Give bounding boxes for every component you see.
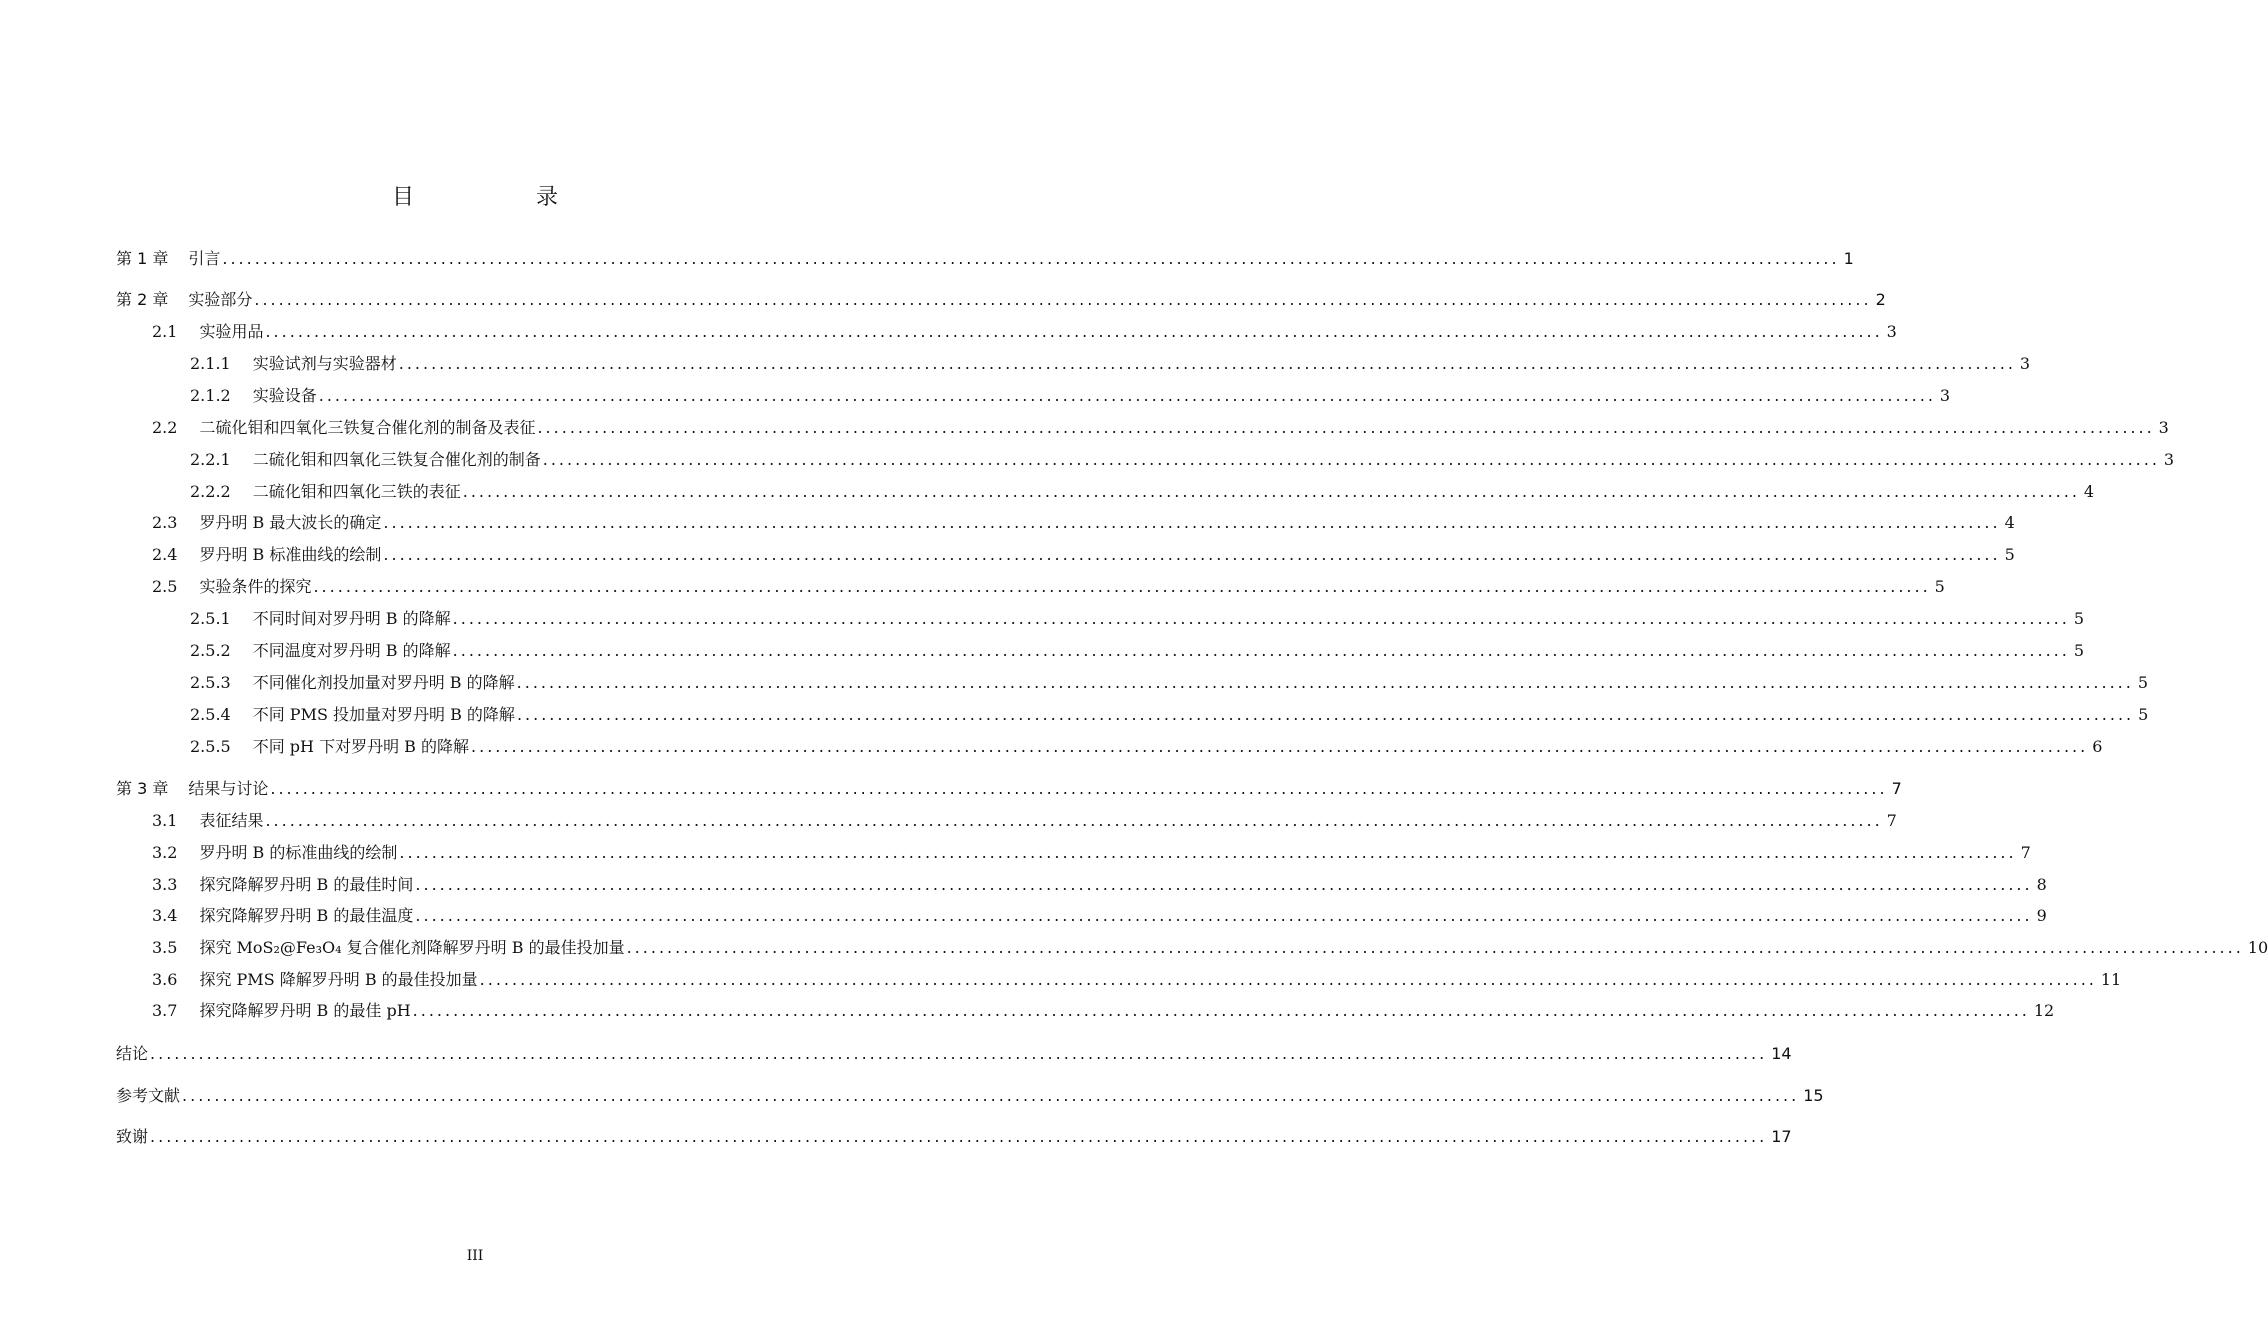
dot-leader: ........................................................................................................................................................................................................ [318,386,1936,405]
toc-entry-number: 2.5.2 [190,641,231,660]
dot-leader: ........................................................................................................................................................................................................ [399,843,2017,862]
toc-entry-number: 2.2 [152,418,178,437]
dot-leader: ........................................................................................................................................................................................................ [383,513,2001,532]
toc-entry-page: 2 [1875,290,1886,309]
toc-entry-number: 3.4 [152,906,178,925]
toc-entry-title: 实验试剂与实验器材 [252,354,397,373]
dot-leader: ........................................................................................................................................................................................................ [265,811,1883,830]
toc-entry-page: 7 [1891,779,1902,798]
page-title: 目 录 [391,185,608,210]
toc-entry-number: 第 3 章 [116,779,169,798]
toc-entry-title: 罗丹明 B 的标准曲线的绘制 [199,843,398,862]
toc-entry-page: 5 [2073,641,2085,660]
toc-entry-number: 2.1.2 [190,386,231,405]
toc-entry-page: 7 [1886,811,1897,830]
toc-entry-title: 二硫化钼和四氧化三铁复合催化剂的制备及表征 [199,418,536,437]
dot-leader: ........................................................................................................................................................................................................ [412,1001,2030,1020]
toc-entry-page: 17 [1771,1127,1792,1146]
toc-entry-page: 11 [2100,970,2122,989]
toc-entry-page: 8 [2036,875,2047,894]
dot-leader: ........................................................................................................................................................................................................ [626,938,2244,957]
toc-entry-page: 3 [2158,418,2169,437]
toc-entry-number: 第 1 章 [116,249,169,268]
toc-entry-title: 结果与讨论 [188,779,269,798]
toc-entry-title: 探究 PMS 降解罗丹明 B 的最佳投加量 [199,970,478,989]
toc-entry-page: 6 [2092,737,2103,756]
toc-entry-title: 不同 pH 下对罗丹明 B 的降解 [252,737,470,756]
toc-entry-number: 2.5.5 [190,737,231,756]
toc-entry-page: 9 [2036,906,2047,925]
toc-entry-title: 探究降解罗丹明 B 的最佳 pH [199,1001,411,1020]
dot-leader: ........................................................................................................................................................................................................ [398,354,2016,373]
toc-entry[interactable] [152,544,2015,566]
toc-entry-page: 3 [1939,386,1951,405]
toc-entry-page: 3 [2163,450,2175,469]
toc-entry-page: 4 [2004,513,2015,532]
toc-entry-title: 实验设备 [252,386,317,405]
toc-entry-page: 5 [2137,673,2149,692]
toc-entry-page: 5 [1934,577,1945,596]
toc-entry-title: 不同温度对罗丹明 B 的降解 [252,641,451,660]
toc-entry-page: 5 [2073,609,2085,628]
toc-entry-title: 实验部分 [188,290,253,309]
toc-entry[interactable] [190,640,2085,662]
toc-entry-title: 致谢 [116,1127,149,1146]
toc-entry-number: 2.1 [152,322,178,341]
toc-entry-number: 第 2 章 [116,290,169,309]
toc-entry-page: 14 [1771,1044,1792,1063]
toc-entry-title: 探究 MoS₂@Fe₃O₄ 复合催化剂降解罗丹明 B 的最佳投加量 [199,938,625,957]
toc-entry-page: 1 [1843,249,1854,268]
toc-entry[interactable] [152,576,1945,598]
dot-leader: ........................................................................................................................................................................................................ [542,450,2160,469]
dot-leader: ........................................................................................................................................................................................................ [415,875,2033,894]
toc-entry-number: 2.5.4 [190,705,231,724]
toc-entry-number: 2.5.3 [190,673,231,692]
toc-entry-page: 12 [2033,1001,2055,1020]
dot-leader: ........................................................................................................................................................................................................ [516,705,2135,724]
toc-entry[interactable] [152,512,2015,534]
toc-entry-number: 2.3 [152,513,178,532]
dot-leader: ........................................................................................................................................................................................................ [415,906,2033,925]
toc-entry-number: 3.3 [152,875,178,894]
dot-leader: ........................................................................................................................................................................................................ [182,1086,1800,1105]
toc-entry-page: 3 [2019,354,2031,373]
dot-leader: ........................................................................................................................................................................................................ [383,545,2001,564]
page-number-footer: III [466,1248,484,1264]
toc-entry[interactable] [152,1000,2055,1022]
toc-entry-title: 罗丹明 B 标准曲线的绘制 [199,545,382,564]
toc-entry[interactable] [190,608,2085,630]
toc-entry-title: 引言 [188,249,221,268]
dot-leader: ........................................................................................................................................................................................................ [270,779,1888,798]
toc-entry[interactable] [116,289,1886,311]
toc-entry[interactable] [190,449,2175,471]
toc-entry-number: 2.2.1 [190,450,231,469]
toc-entry[interactable] [116,1126,1792,1148]
toc-entry[interactable] [190,672,2149,694]
dot-leader: ........................................................................................................................................................................................................ [452,609,2070,628]
toc-entry-number: 2.5 [152,577,178,596]
dot-leader: ........................................................................................................................................................................................................ [254,290,1872,309]
toc-entry-number: 3.1 [152,811,178,830]
dot-leader: ........................................................................................................................................................................................................ [150,1044,1768,1063]
dot-leader: ........................................................................................................................................................................................................ [462,482,2080,501]
toc-entry-number: 3.5 [152,938,178,957]
toc-entry-number: 3.7 [152,1001,178,1020]
toc-entry-title: 实验条件的探究 [199,577,312,596]
toc-entry-page: 4 [2083,482,2095,501]
toc-entry[interactable] [152,810,1897,832]
toc-entry-title: 表征结果 [199,811,264,830]
toc-entry-title: 参考文献 [116,1086,181,1105]
toc-entry-number: 2.5.1 [190,609,231,628]
toc-entry[interactable] [116,1085,1824,1107]
toc-entry-title: 二硫化钼和四氧化三铁复合催化剂的制备 [252,450,541,469]
toc-entry-page: 7 [2020,843,2031,862]
toc-entry-page: 5 [2138,705,2149,724]
toc-entry[interactable] [116,778,1902,800]
toc-entry[interactable] [152,969,2122,991]
dot-leader: ........................................................................................................................................................................................................ [150,1127,1768,1146]
dot-leader: ........................................................................................................................................................................................................ [222,249,1840,268]
toc-entry[interactable] [116,1043,1792,1065]
dot-leader: ........................................................................................................................................................................................................ [479,970,2097,989]
toc-entry[interactable] [152,321,1897,343]
toc-entry[interactable] [152,842,2031,864]
toc-entry-number: 2.1.1 [190,354,231,373]
toc-entry-title: 不同催化剂投加量对罗丹明 B 的降解 [252,673,515,692]
toc-entry-page: 10 [2247,938,2268,957]
toc-entry[interactable] [116,248,1854,270]
dot-leader: ........................................................................................................................................................................................................ [471,737,2089,756]
toc-entry-number: 2.2.2 [190,482,231,501]
toc-entry-title: 结论 [116,1044,149,1063]
toc-entry-number: 3.2 [152,843,178,862]
toc-entry[interactable] [152,905,2047,927]
toc-entry-title: 探究降解罗丹明 B 的最佳时间 [199,875,414,894]
toc-entry[interactable] [152,417,2169,439]
toc-entry[interactable] [190,385,1951,407]
toc-entry-title: 二硫化钼和四氧化三铁的表征 [252,482,461,501]
toc-entry[interactable] [190,704,2149,726]
toc-entry[interactable] [190,353,2031,375]
dot-leader: ........................................................................................................................................................................................................ [265,322,1883,341]
dot-leader: ........................................................................................................................................................................................................ [537,418,2155,437]
toc-entry-title: 不同 PMS 投加量对罗丹明 B 的降解 [252,705,515,724]
toc-entry-page: 15 [1803,1086,1824,1105]
toc-entry-title: 罗丹明 B 最大波长的确定 [199,513,382,532]
toc-entry-number: 3.6 [152,970,178,989]
dot-leader: ........................................................................................................................................................................................................ [313,577,1931,596]
toc-entry-page: 5 [2004,545,2015,564]
toc-entry-number: 2.4 [152,545,178,564]
toc-entry[interactable] [190,736,2103,758]
toc-entry-title: 不同时间对罗丹明 B 的降解 [252,609,451,628]
toc-entry[interactable] [152,937,2268,959]
toc-entry-page: 3 [1886,322,1897,341]
dot-leader: ........................................................................................................................................................................................................ [452,641,2070,660]
toc-entry-title: 实验用品 [199,322,264,341]
dot-leader: ........................................................................................................................................................................................................ [516,673,2134,692]
toc-entry-title: 探究降解罗丹明 B 的最佳温度 [199,906,414,925]
toc-entry[interactable] [190,481,2095,503]
toc-entry[interactable] [152,874,2047,896]
